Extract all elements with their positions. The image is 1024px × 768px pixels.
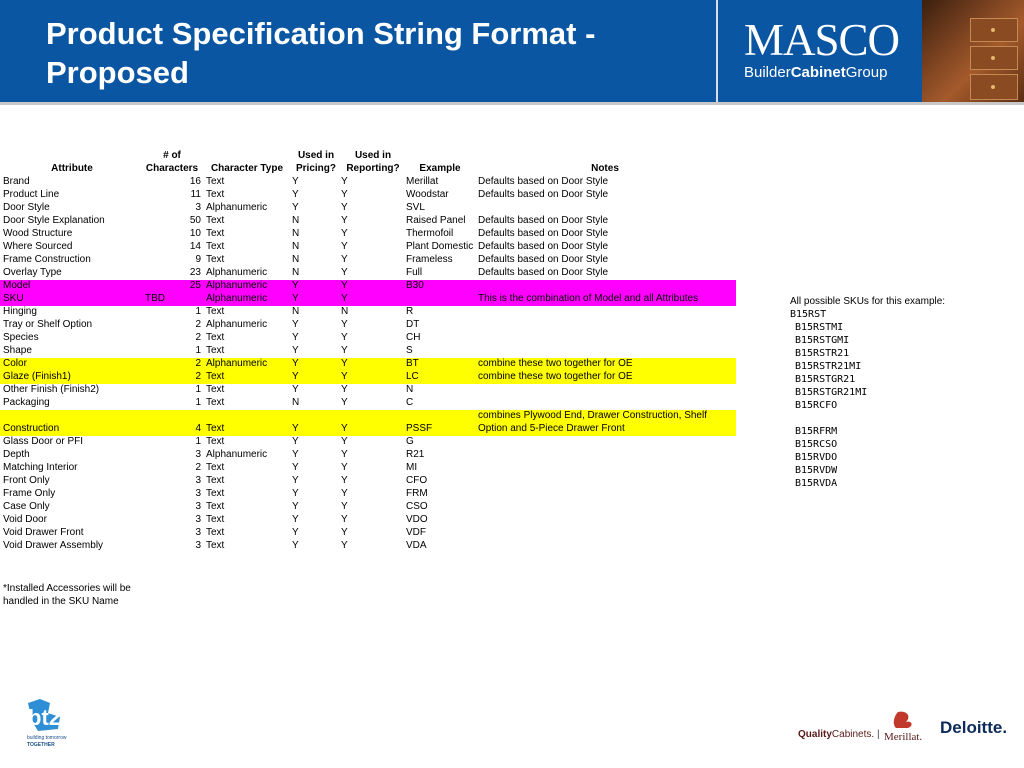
row-char-type: Text (206, 189, 225, 200)
row-example: Merillat (406, 176, 439, 187)
row-char-type: Text (206, 241, 225, 252)
quality-rest: Cabinets. (831, 729, 875, 740)
row-notes: Defaults based on Door Style (478, 254, 609, 265)
sku-item: B15RFRM (795, 426, 838, 437)
row-example: SVL (406, 202, 425, 213)
row-char-type: Text (206, 306, 225, 317)
footnote-line-1: *Installed Accessories will be (3, 583, 131, 594)
quality-bold: Quality (798, 729, 832, 740)
row-pricing: Y (292, 462, 299, 473)
row-notes: Defaults based on Door Style (478, 176, 609, 187)
row-notes: This is the combination of Model and all Attributes (478, 293, 699, 304)
row-reporting: Y (341, 280, 348, 291)
row-attribute: Frame Construction (3, 254, 91, 265)
table-row (0, 436, 736, 449)
quality-cabinets-logo: QualityCabinets. | (798, 729, 880, 740)
row-char-type: Text (206, 345, 225, 356)
row-reporting: Y (341, 202, 348, 213)
row-reporting: Y (341, 384, 348, 395)
row-example: Plant Domestic (406, 241, 474, 252)
row-attribute: Door Style (3, 202, 50, 213)
row-reporting: Y (341, 241, 348, 252)
row-example: CH (406, 332, 421, 343)
row-attribute: Frame Only (3, 488, 56, 499)
row-char-type: Text (206, 384, 225, 395)
merillat-wordmark: Merillat. (884, 731, 923, 743)
sku-item: B15RVDO (795, 452, 838, 463)
row-attribute: Glass Door or PFI (3, 436, 84, 447)
table-row (0, 449, 736, 462)
row-chars: 1 (195, 306, 201, 317)
row-reporting: Y (341, 176, 348, 187)
header-notes: Notes (591, 163, 619, 174)
row-pricing: N (292, 241, 300, 252)
table-row (0, 384, 736, 397)
row-chars: 3 (195, 488, 201, 499)
bcg-prefix: Builder (744, 64, 791, 81)
row-attribute: Model (3, 280, 31, 291)
sku-list-title: All possible SKUs for this example: (790, 296, 946, 307)
row-notes-line1: combines Plywood End, Drawer Construction, Shelf (478, 410, 707, 421)
row-pricing: Y (292, 501, 299, 512)
row-chars: 25 (189, 280, 201, 291)
table-row (0, 319, 736, 332)
sku-item: B15RSTGR21MI (795, 387, 868, 398)
row-reporting: Y (341, 319, 348, 330)
header-char-type: Character Type (210, 163, 284, 174)
row-chars: 3 (195, 475, 201, 486)
row-char-type: Text (206, 228, 225, 239)
row-chars: 1 (195, 345, 201, 356)
row-example: CSO (406, 501, 428, 512)
row-char-type: Alphanumeric (206, 358, 268, 369)
row-chars: 2 (195, 319, 201, 330)
table-row (0, 228, 736, 241)
title-line-1: Product Specification String Format - (46, 16, 596, 51)
row-example: Woodstar (406, 189, 449, 200)
row-notes: Defaults based on Door Style (478, 215, 609, 226)
row-attribute: Species (3, 332, 39, 343)
row-example: MI (406, 462, 418, 473)
row-attribute: Overlay Type (3, 267, 62, 278)
header-pricing-2: Pricing? (295, 163, 336, 174)
row-char-type: Alphanumeric (206, 293, 268, 304)
row-example: LC (406, 371, 419, 382)
row-chars: 2 (195, 462, 201, 473)
row-reporting: Y (341, 449, 348, 460)
header-chars-2: Characters (145, 163, 199, 174)
row-attribute: Where Sourced (3, 241, 73, 252)
row-pricing: N (292, 215, 300, 226)
row-reporting: Y (341, 358, 348, 369)
table-row (0, 462, 736, 475)
row-chars: 9 (195, 254, 201, 265)
bt2-wordmark: bt2 (28, 705, 61, 730)
table-row (0, 540, 736, 553)
row-reporting: Y (341, 540, 348, 551)
row-char-type: Alphanumeric (206, 202, 268, 213)
row-example: VDA (406, 540, 427, 551)
row-pricing: N (292, 254, 300, 265)
row-pricing: Y (292, 488, 299, 499)
row-example: N (406, 384, 414, 395)
row-example: C (406, 397, 414, 408)
row-attribute: Hinging (3, 306, 37, 317)
row-char-type: Text (206, 462, 225, 473)
row-attribute: Glaze (Finish1) (3, 371, 71, 382)
row-char-type: Text (206, 475, 225, 486)
row-reporting: Y (341, 527, 348, 538)
row-attribute: SKU (3, 293, 24, 304)
row-chars: 3 (195, 527, 201, 538)
row-chars: 1 (195, 397, 201, 408)
row-example: Frameless (406, 254, 453, 265)
row-notes: Defaults based on Door Style (478, 267, 609, 278)
row-reporting: N (341, 306, 349, 317)
row-attribute: Brand (3, 176, 30, 187)
row-pricing: Y (292, 345, 299, 356)
row-reporting: Y (341, 488, 348, 499)
row-reporting: Y (341, 371, 348, 382)
row-example: Thermofoil (406, 228, 454, 239)
row-attribute: Front Only (3, 475, 50, 486)
row-pricing: Y (292, 449, 299, 460)
row-pricing: Y (292, 293, 299, 304)
row-example: R21 (406, 449, 425, 460)
row-attribute: Product Line (3, 189, 60, 200)
row-example: DT (406, 319, 420, 330)
row-attribute: Construction (3, 423, 60, 434)
row-example: G (406, 436, 414, 447)
row-char-type: Text (206, 332, 225, 343)
row-attribute: Other Finish (Finish2) (3, 384, 100, 395)
row-reporting: Y (341, 462, 348, 473)
row-reporting: Y (341, 501, 348, 512)
row-pricing: N (292, 306, 300, 317)
sku-item: B15RST (790, 309, 827, 320)
table-row (0, 189, 736, 202)
sku-item: B15RCFO (795, 400, 838, 411)
row-attribute: Color (3, 358, 27, 369)
row-reporting: Y (341, 228, 348, 239)
row-chars: 2 (195, 358, 201, 369)
bt2-tagline-2: TOGETHER (27, 742, 55, 748)
row-char-type: Alphanumeric (206, 449, 268, 460)
row-notes: Defaults based on Door Style (478, 241, 609, 252)
table-row (0, 306, 736, 319)
row-chars: 4 (195, 423, 201, 434)
row-pricing: Y (292, 358, 299, 369)
row-char-type: Text (206, 176, 225, 187)
row-chars: 1 (195, 436, 201, 447)
row-attribute: Void Door (3, 514, 47, 525)
row-pricing: Y (292, 384, 299, 395)
row-pricing: Y (292, 540, 299, 551)
row-char-type: Text (206, 501, 225, 512)
row-notes: Defaults based on Door Style (478, 189, 609, 200)
row-chars: 11 (190, 189, 201, 200)
row-example: BT (406, 358, 419, 369)
sku-item: B15RSTR21MI (795, 361, 862, 372)
sku-item: B15RVDA (795, 478, 838, 489)
row-chars: 50 (189, 215, 201, 226)
deloitte-logo: Deloitte. (940, 718, 1008, 737)
row-notes: combine these two together for OE (478, 371, 633, 382)
row-pricing: Y (292, 176, 299, 187)
row-attribute: Shape (3, 345, 32, 356)
row-reporting: Y (341, 436, 348, 447)
row-chars: 3 (195, 202, 201, 213)
row-notes: Defaults based on Door Style (478, 228, 609, 239)
sku-item: B15RSTMI (795, 322, 844, 333)
row-notes: Option and 5-Piece Drawer Front (478, 423, 625, 434)
footnote-line-2: handled in the SKU Name (3, 596, 119, 607)
row-chars: 23 (189, 267, 201, 278)
row-char-type: Text (206, 527, 225, 538)
row-example: B30 (406, 280, 424, 291)
table-row (0, 176, 736, 189)
row-reporting: Y (341, 332, 348, 343)
row-pricing: Y (292, 527, 299, 538)
table-row (0, 254, 736, 267)
row-pricing: Y (292, 423, 299, 434)
row-example: R (406, 306, 414, 317)
table-row (0, 241, 736, 254)
row-example: Full (406, 267, 423, 278)
header-chars-1: # of (163, 150, 181, 161)
row-char-type: Text (206, 514, 225, 525)
masco-logo: MASCO (744, 15, 900, 65)
table-row (0, 527, 736, 540)
row-attribute: Matching Interior (3, 462, 78, 473)
row-pricing: Y (292, 189, 299, 200)
row-char-type: Alphanumeric (206, 319, 268, 330)
table-row (0, 332, 736, 345)
row-example: VDO (406, 514, 428, 525)
row-attribute: Packaging (3, 397, 50, 408)
row-attribute: Depth (3, 449, 30, 460)
row-pricing: Y (292, 475, 299, 486)
bt2-logo (24, 695, 76, 749)
row-char-type: Alphanumeric (206, 280, 268, 291)
sku-item: B15RCSO (795, 439, 838, 450)
row-example: S (406, 345, 413, 356)
header-attribute: Attribute (51, 163, 93, 174)
row-chars: 3 (195, 514, 201, 525)
row-reporting: Y (341, 475, 348, 486)
table-row (0, 267, 736, 280)
row-pricing: N (292, 267, 300, 278)
row-example: PSSF (406, 423, 433, 434)
row-reporting: Y (341, 215, 348, 226)
table-row (0, 501, 736, 514)
row-attribute: Door Style Explanation (3, 215, 105, 226)
row-chars: 3 (195, 449, 201, 460)
row-notes: combine these two together for OE (478, 358, 633, 369)
row-chars: 16 (189, 176, 201, 187)
row-pricing: Y (292, 332, 299, 343)
row-chars: 10 (189, 228, 201, 239)
row-example: Raised Panel (406, 215, 466, 226)
table-row (0, 475, 736, 488)
row-chars: 1 (195, 384, 201, 395)
sku-item: B15RSTR21 (795, 348, 850, 359)
row-chars: 3 (195, 540, 201, 551)
bt2-tagline-1: building tomorrow (27, 735, 67, 741)
merillat-logo (882, 708, 926, 744)
table-row (0, 514, 736, 527)
row-pricing: Y (292, 202, 299, 213)
row-chars: 2 (195, 371, 201, 382)
row-char-type: Alphanumeric (206, 267, 268, 278)
row-char-type: Text (206, 436, 225, 447)
header-reporting-1: Used in (354, 150, 392, 161)
header-reporting-2: Reporting? (346, 163, 400, 174)
row-pricing: Y (292, 319, 299, 330)
title-line-2: Proposed (46, 55, 189, 90)
table-row (0, 202, 736, 215)
row-attribute: Void Drawer Front (3, 527, 84, 538)
row-char-type: Text (206, 423, 225, 434)
row-example: VDF (406, 527, 426, 538)
row-attribute: Case Only (3, 501, 50, 512)
table-row (0, 488, 736, 501)
row-attribute: Wood Structure (3, 228, 73, 239)
row-pricing: Y (292, 280, 299, 291)
sku-item: B15RSTGR21 (795, 374, 856, 385)
row-chars: 2 (195, 332, 201, 343)
row-attribute: Tray or Shelf Option (3, 319, 93, 330)
row-char-type: Text (206, 488, 225, 499)
row-char-type: Text (206, 397, 225, 408)
row-pricing: N (292, 228, 300, 239)
header-example: Example (419, 163, 461, 174)
row-pricing: Y (292, 514, 299, 525)
row-pricing: N (292, 397, 300, 408)
row-char-type: Text (206, 540, 225, 551)
table-row (0, 215, 736, 228)
row-example: CFO (406, 475, 428, 486)
row-reporting: Y (341, 267, 348, 278)
sku-item: B15RSTGMI (795, 335, 850, 346)
footnote (3, 582, 153, 608)
bcg-suffix: Group (845, 64, 888, 81)
row-chars: TBD (145, 293, 165, 304)
row-reporting: Y (341, 293, 348, 304)
sku-item: B15RVDW (795, 465, 838, 476)
row-reporting: Y (341, 514, 348, 525)
row-char-type: Text (206, 371, 225, 382)
header-pricing-1: Used in (297, 150, 335, 161)
row-example: FRM (406, 488, 428, 499)
row-reporting: Y (341, 423, 348, 434)
row-attribute: Void Drawer Assembly (3, 540, 104, 551)
row-chars: 14 (189, 241, 201, 252)
row-char-type: Text (206, 215, 225, 226)
row-reporting: Y (341, 345, 348, 356)
row-chars: 3 (195, 501, 201, 512)
row-pricing: Y (292, 436, 299, 447)
row-reporting: Y (341, 254, 348, 265)
row-reporting: Y (341, 397, 348, 408)
row-reporting: Y (341, 189, 348, 200)
row-pricing: Y (292, 371, 299, 382)
row-char-type: Text (206, 254, 225, 265)
bcg-bold: Cabinet (790, 64, 846, 81)
